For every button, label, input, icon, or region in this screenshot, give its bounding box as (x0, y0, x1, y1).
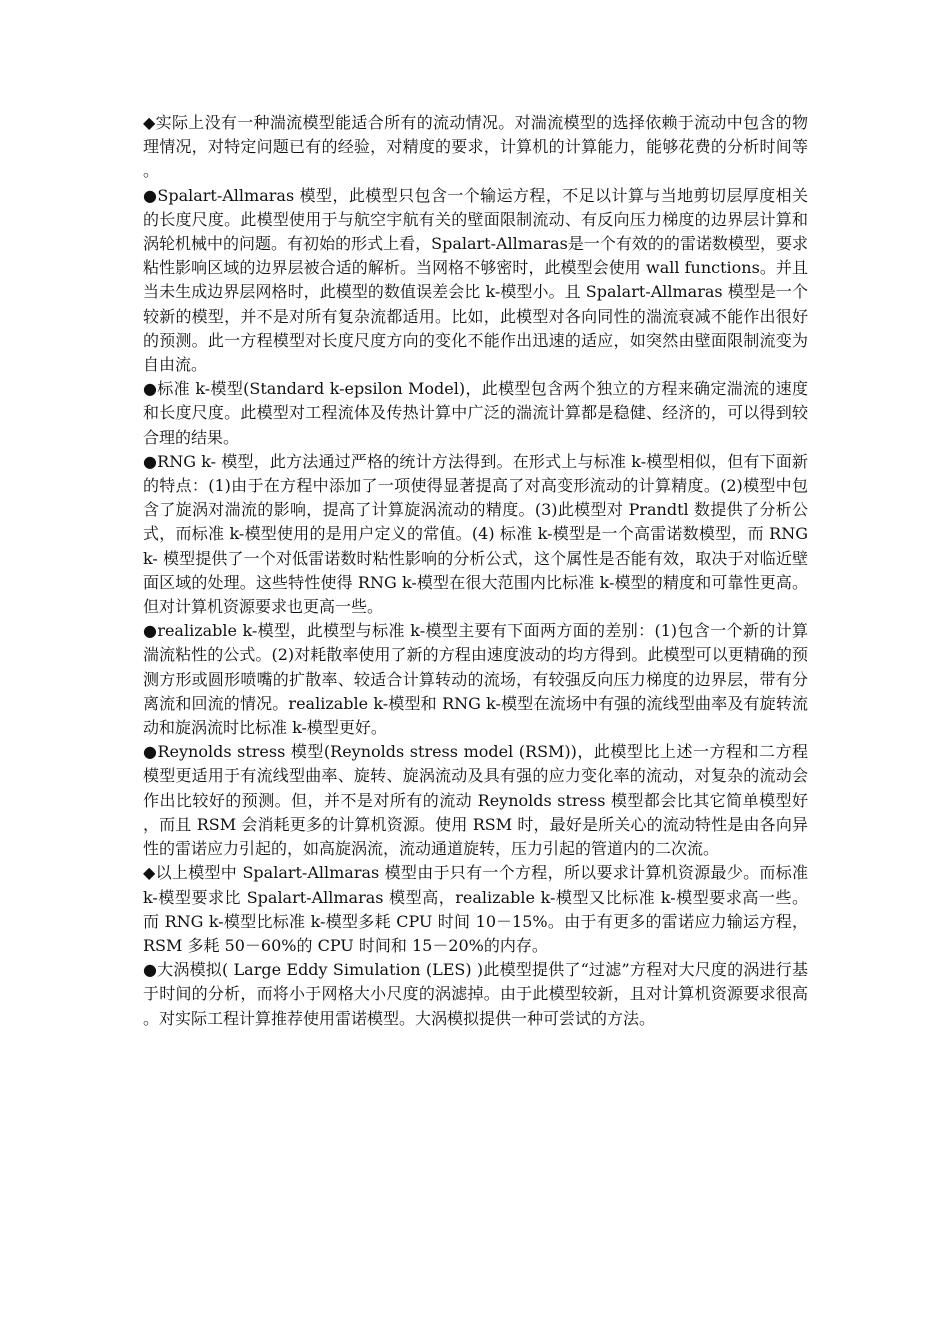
document-page (143, 111, 808, 1031)
paragraph-spalart-allmaras: ●Spalart-Allmaras 模型，此模型只包含一个输运方程，不足以计算与当地剪切层厚度相关的长度尺度。此模型使用于与航空宇航有关的壁面限制流动、有反向压力梯度的边界层计算和涡轮机械中的问题。有初始的形式上看，Spalart-Allmaras是一个有效的的雷诺数模型，要求粘性影响区域的边界层被合适的解析。当网格不够密时，此模型会使用 wall functions。并且当未生成边界层网格时，此模型的数值误差会比 k-模型小。且 Spalart-Allmaras 模型是一个较新的模型，并不是对所有复杂流都适用。比如，此模型对各向同性的湍流衰减不能作出很好的预测。此一方程模型对长度尺度方向的变化不能作出迅速的适应，如突然由壁面限制流变为自由流。 (143, 185, 808, 375)
paragraph-large-eddy-simulation: ●大涡模拟( Large Eddy Simulation (LES) )此模型提供了“过滤”方程对大尺度的涡进行基于时间的分析，而将小于网格大小尺度的涡滤掉。由于此模型较新，且对计算机资源要求很高。对实际工程计算推荐使用雷诺模型。大涡模拟提供一种可尝试的方法。 (143, 960, 808, 1028)
paragraph-rng-k-epsilon: ●RNG k- 模型，此方法通过严格的统计方法得到。在形式上与标准 k-模型相似，但有下面新的特点：(1)由于在方程中添加了一项使得显著提高了对高变形流动的计算精度。(2)模型中包含了旋涡对湍流的影响，提高了计算旋涡流动的精度。(3)此模型对 Prandtl 数提供了分析公式，而标准 k-模型使用的是用户定义的常值。(4) 标准 k-模型是一个高雷诺数模型，而 RNG k- 模型提供了一个对低雷诺数时粘性影响的分析公式，这个属性是否能有效，取决于对临近壁面区域的处理。这些特性使得 RNG k-模型在很大范围内比标准 k-模型的精度和可靠性更高。但对计算机资源要求也更高一些。 (143, 451, 808, 617)
paragraph-resource-comparison: ◆以上模型中 Spalart-Allmaras 模型由于只有一个方程，所以要求计算机资源最少。而标准 k-模型要求比 Spalart-Allmaras 模型高，realizable k-模型又比标准 k-模型要求高一些。而 RNG k-模型比标准 k-模型多耗 CPU 时间 10－15%。由于有更多的雷诺应力输运方程，RSM 多耗 50－60%的 CPU 时间和 15－20%的内存。 (143, 863, 808, 955)
paragraph-standard-k-epsilon: ●标准 k-模型(Standard k-epsilon Model)，此模型包含两个独立的方程来确定湍流的速度和长度尺度。此模型对工程流体及传热计算中广泛的湍流计算都是稳健、经济的，可以得到较合理的结果。 (143, 379, 808, 447)
paragraph-realizable-k-epsilon: ●realizable k-模型，此模型与标准 k-模型主要有下面两方面的差别：(1)包含一个新的计算湍流粘性的公式。(2)对耗散率使用了新的方程由速度波动的均方得到。此模型可以更精确的预测方形或圆形喷嘴的扩散率、较适合计算转动的流场，有较强反向压力梯度的边界层，带有分离流和回流的情况。realizable k-模型和 RNG k-模型在流场中有强的流线型曲率及有旋转流动和旋涡流时比标准 k-模型更好。 (143, 621, 808, 738)
paragraph-reynolds-stress-model: ●Reynolds stress 模型(Reynolds stress model (RSM))，此模型比上述一方程和二方程模型更适用于有流线型曲率、旋转、旋涡流动及具有强的应力变化率的流动，对复杂的流动会作出比较好的预测。但，并不是对所有的流动 Reynolds stress 模型都会比其它简单模型好，而且 RSM 会消耗更多的计算机资源。使用 RSM 时，最好是所关心的流动特性是由各向异性的雷诺应力引起的，如高旋涡流，流动通道旋转，压力引起的管道内的二次流。 (143, 742, 808, 859)
paragraph-model-selection-note: ◆实际上没有一种湍流模型能适合所有的流动情况。对湍流模型的选择依赖于流动中包含的物理情况，对特定问题已有的经验，对精度的要求，计算机的计算能力，能够花费的分析时间等。 (143, 113, 808, 181)
